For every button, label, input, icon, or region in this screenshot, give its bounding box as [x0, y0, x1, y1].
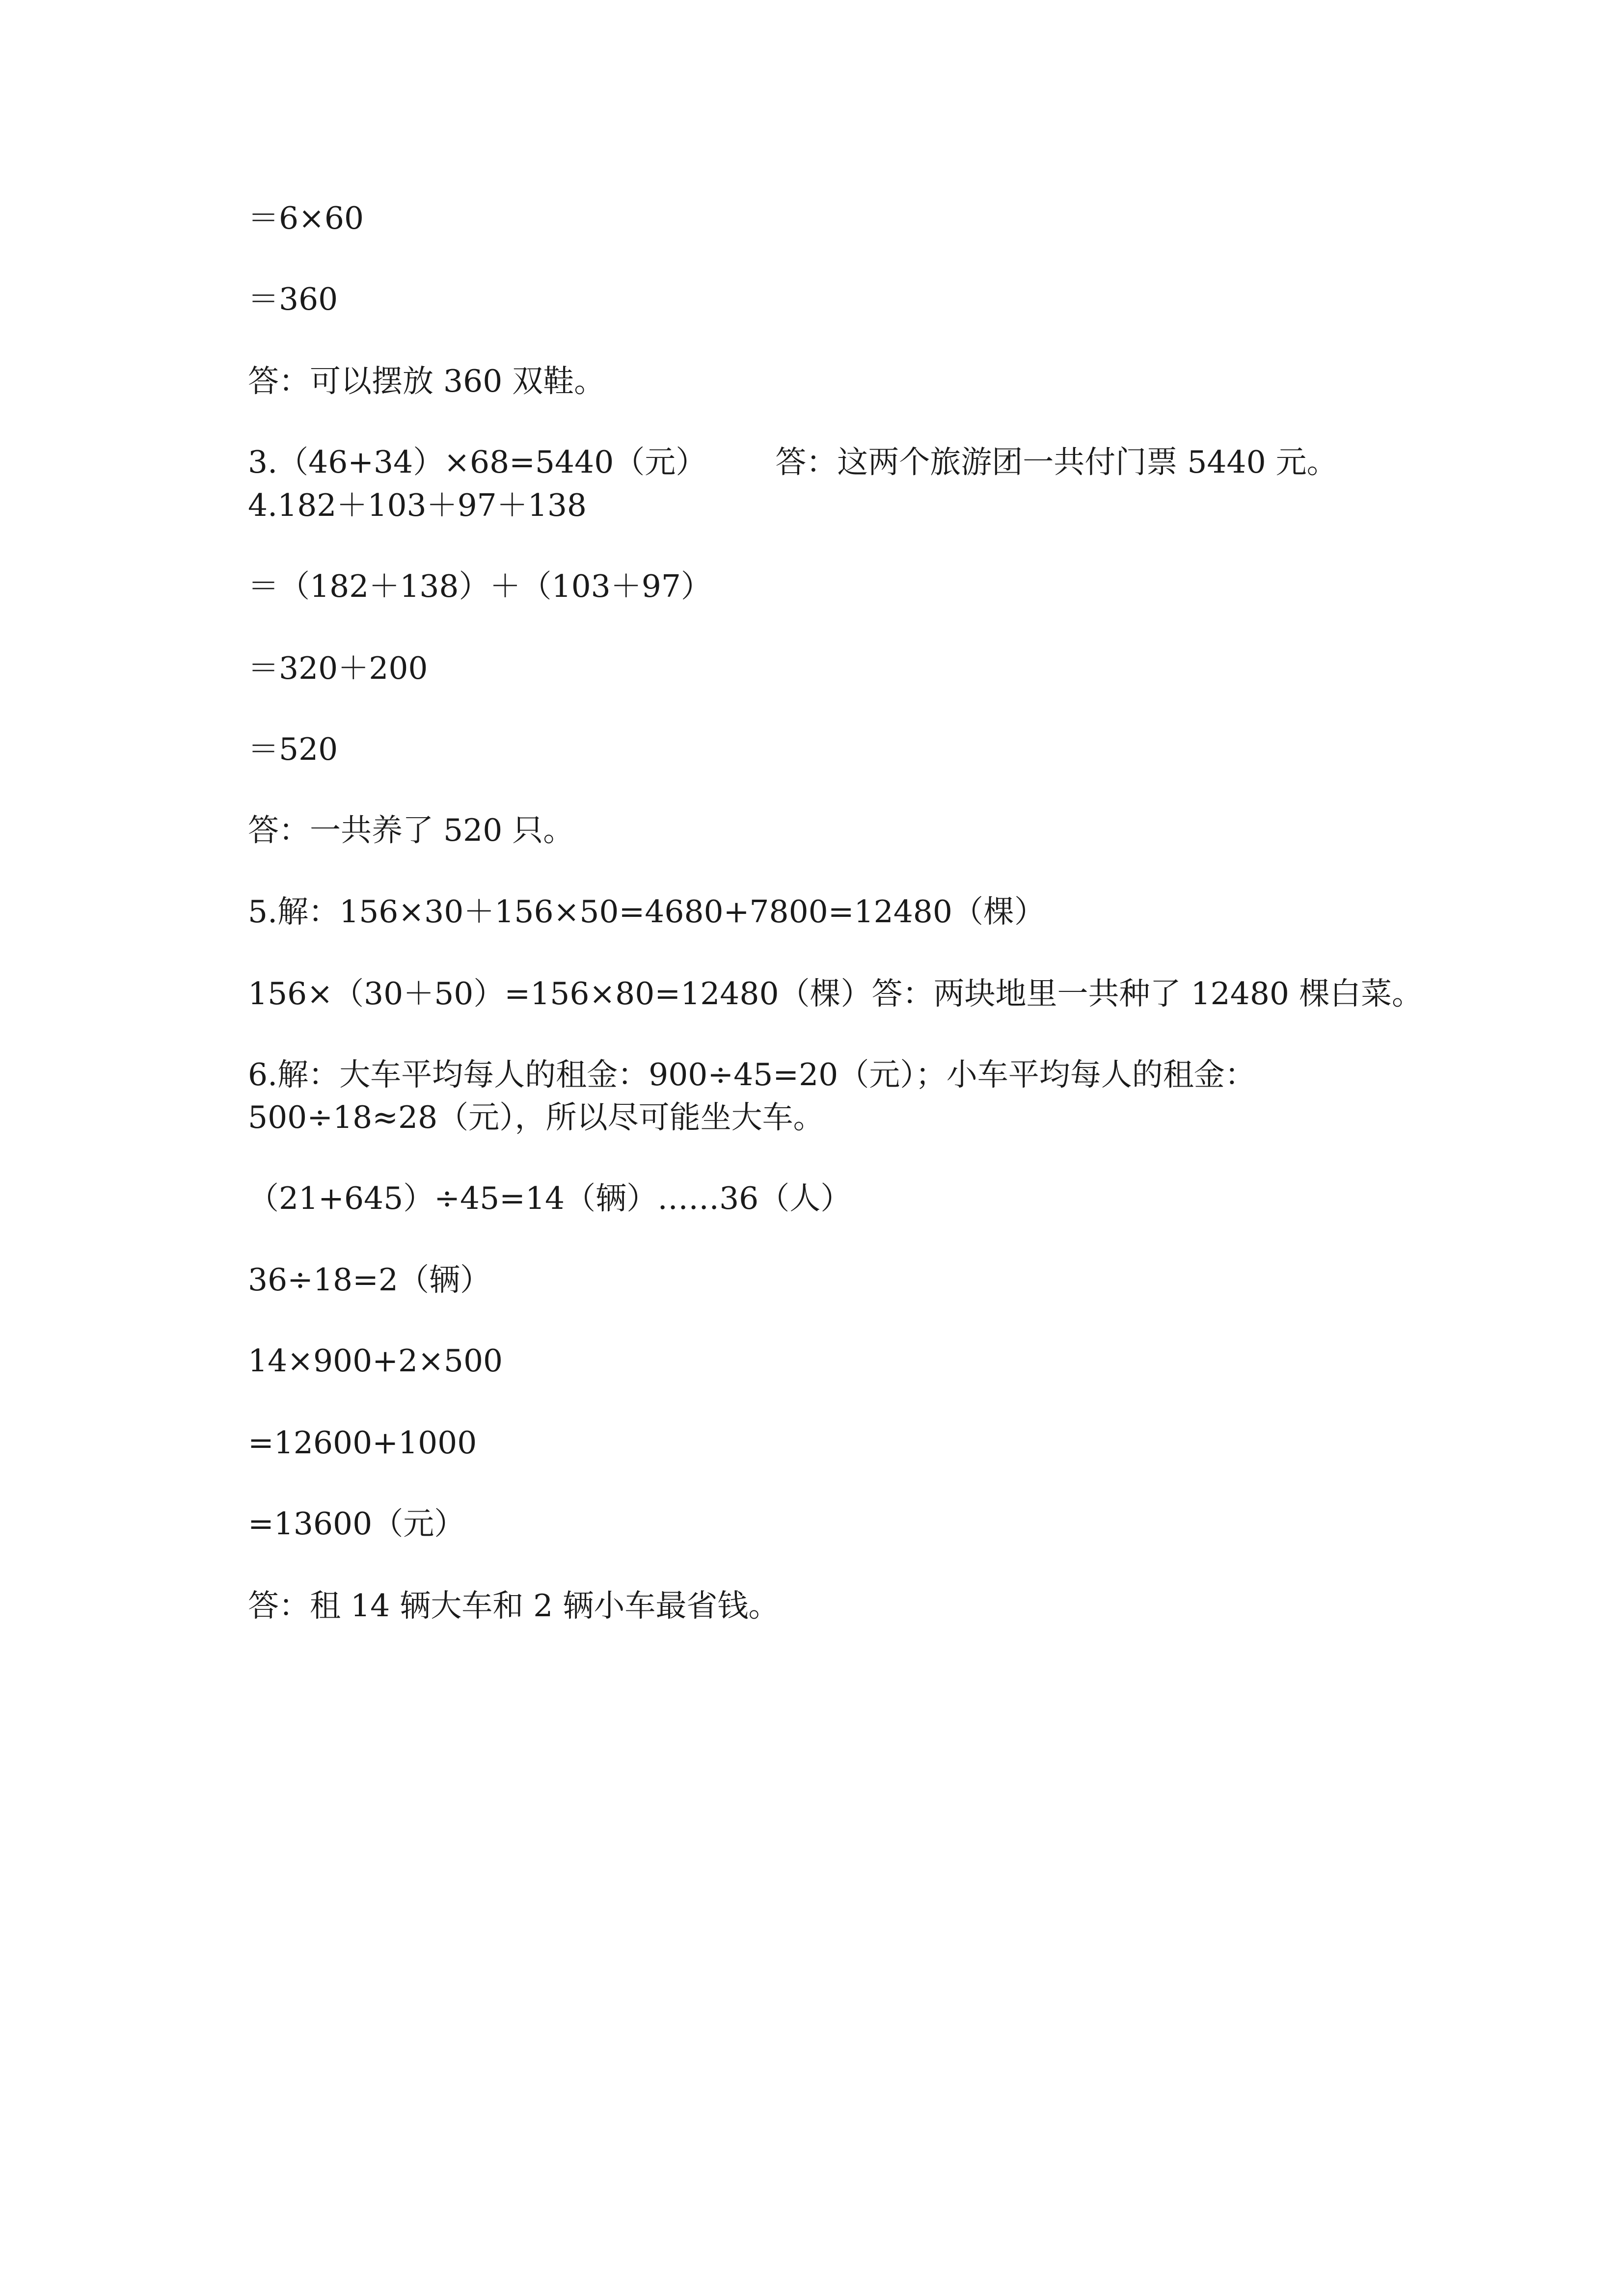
- problem-6-line-2: 500÷18≈28（元），所以尽可能坐大车。: [248, 1099, 824, 1135]
- problem-6-step-1: （21+645）÷45=14（辆）……36（人）: [248, 1180, 852, 1216]
- problem-6-line-1: 6.解：大车平均每人的租金：900÷45=20（元）；小车平均每人的租金：: [248, 1057, 1256, 1093]
- problem-5-solution: 5.解：156×30＋156×50=4680+7800=12480（棵）: [248, 894, 1045, 930]
- problem-4-expression: 4.182＋103＋97＋138: [248, 487, 587, 523]
- problem-6-step-3: 14×900+2×500: [248, 1343, 503, 1379]
- answer-4: 答：一共养了 520 只。: [248, 812, 574, 848]
- problem-4-step-3: ＝520: [248, 731, 338, 767]
- problem-4-step-1: ＝（182＋138）＋（103＋97）: [248, 568, 712, 604]
- answer-6: 答：租 14 辆大车和 2 辆小车最省钱。: [248, 1588, 780, 1624]
- problem-4-step-2: ＝320＋200: [248, 650, 428, 686]
- calc-step-1: ＝6×60: [248, 200, 364, 236]
- problem-3-line: [248, 443, 1338, 482]
- problem-6-step-2: 36÷18=2（辆）: [248, 1262, 491, 1298]
- answer-3: 答：这两个旅游团一共付门票 5440 元。: [775, 444, 1338, 480]
- problem-5-alt-and-answer: 156×（30＋50）=156×80=12480（棵）答：两块地里一共种了 12480 棵白菜。: [248, 976, 1423, 1012]
- problem-3-equation: 3.（46+34）×68=5440（元）: [248, 444, 707, 480]
- calc-step-2: ＝360: [248, 281, 338, 317]
- answer-2: 答：可以摆放 360 双鞋。: [248, 363, 605, 399]
- problem-6-step-4: =12600+1000: [248, 1425, 477, 1461]
- problem-6-step-5: =13600（元）: [248, 1506, 465, 1542]
